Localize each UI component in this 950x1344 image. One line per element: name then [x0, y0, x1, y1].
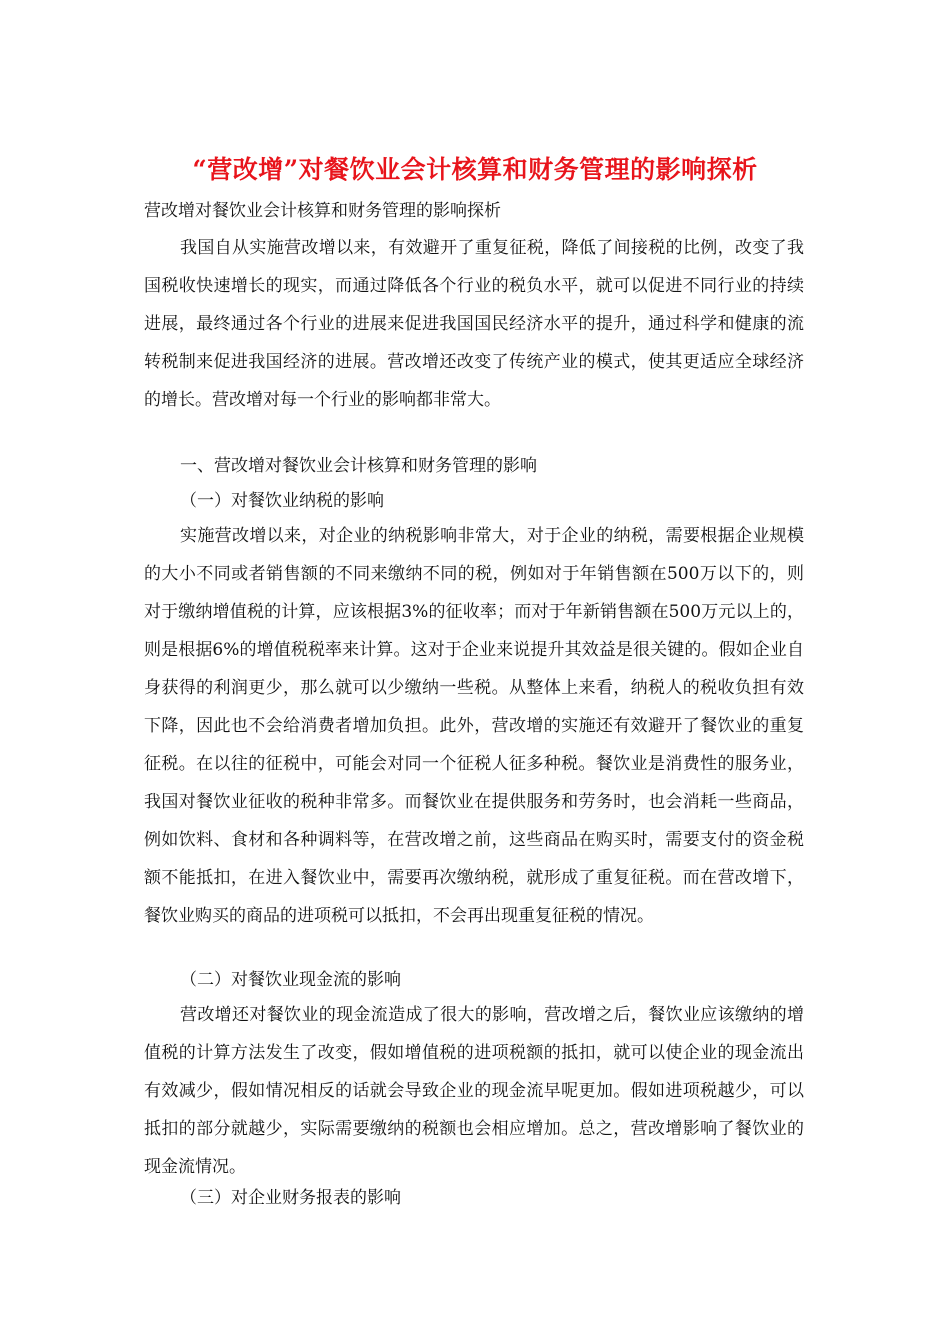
subsection-heading-3: （三）对企业财务报表的影响 [180, 1188, 401, 1208]
subsection-1-paragraph: 实施营改增以来，对企业的纳税影响非常大，对于企业的纳税，需要根据企业规模的大小不同或者销售额的不同来缴纳不同的税，例如对于年销售额在500万以下的，则对于缴纳增值税的计算，应该根据3%的征收率；而对于年新销售额在500万元以上的，则是根据6%的增值税税率来计算。这对于企业来说提升其效益是很关键的。假如企业自身获得的利润更少，那么就可以少缴纳一些税。从整体上来看，纳税人的税收负担有效下降，因此也不会给消费者增加负担。此外，营改增的实施还有效避开了餐饮业的重复征税。在以往的征税中，可能会对同一个征税人征多种税。餐饮业是消费性的服务业，我国对餐饮业征收的税种非常多。而餐饮业在提供服务和劳务时，也会消耗一些商品，例如饮料、食材和各种调料等，在营改增之前，这些商品在购买时，需要支付的资金税额不能抵扣，在进入餐饮业中，需要再次缴纳税，就形成了重复征税。而在营改增下，餐饮业购买的商品的进项税可以抵扣，不会再出现重复征税的情况。 [144, 526, 804, 926]
subsection-2-paragraph: 营改增还对餐饮业的现金流造成了很大的影响，营改增之后，餐饮业应该缴纳的增值税的计算方法发生了改变，假如增值税的进项税额的抵扣，就可以使企业的现金流出有效减少，假如情况相反的话就会导致企业的现金流早呢更加。假如进项税越少，可以抵扣的部分就越少，实际需要缴纳的税额也会相应增加。总之，营改增影响了餐饮业的现金流情况。 [144, 1005, 804, 1177]
subsection-heading-1: （一）对餐饮业纳税的影响 [180, 491, 384, 511]
document-title: “营改增”对餐饮业会计核算和财务管理的影响探析 [192, 155, 758, 184]
document-subtitle: 营改增对餐饮业会计核算和财务管理的影响探析 [144, 201, 501, 221]
section-heading-1: 一、营改增对餐饮业会计核算和财务管理的影响 [180, 456, 537, 476]
subsection-heading-2: （二）对餐饮业现金流的影响 [180, 970, 401, 990]
intro-paragraph: 我国自从实施营改增以来，有效避开了重复征税，降低了间接税的比例，改变了我国税收快速增长的现实，而通过降低各个行业的税负水平，就可以促进不同行业的持续进展，最终通过各个行业的进展来促进我国国民经济水平的提升，通过科学和健康的流转税制来促进我国经济的进展。营改增还改变了传统产业的模式，使其更适应全球经济的增长。营改增对每一个行业的影响都非常大。 [144, 238, 804, 410]
